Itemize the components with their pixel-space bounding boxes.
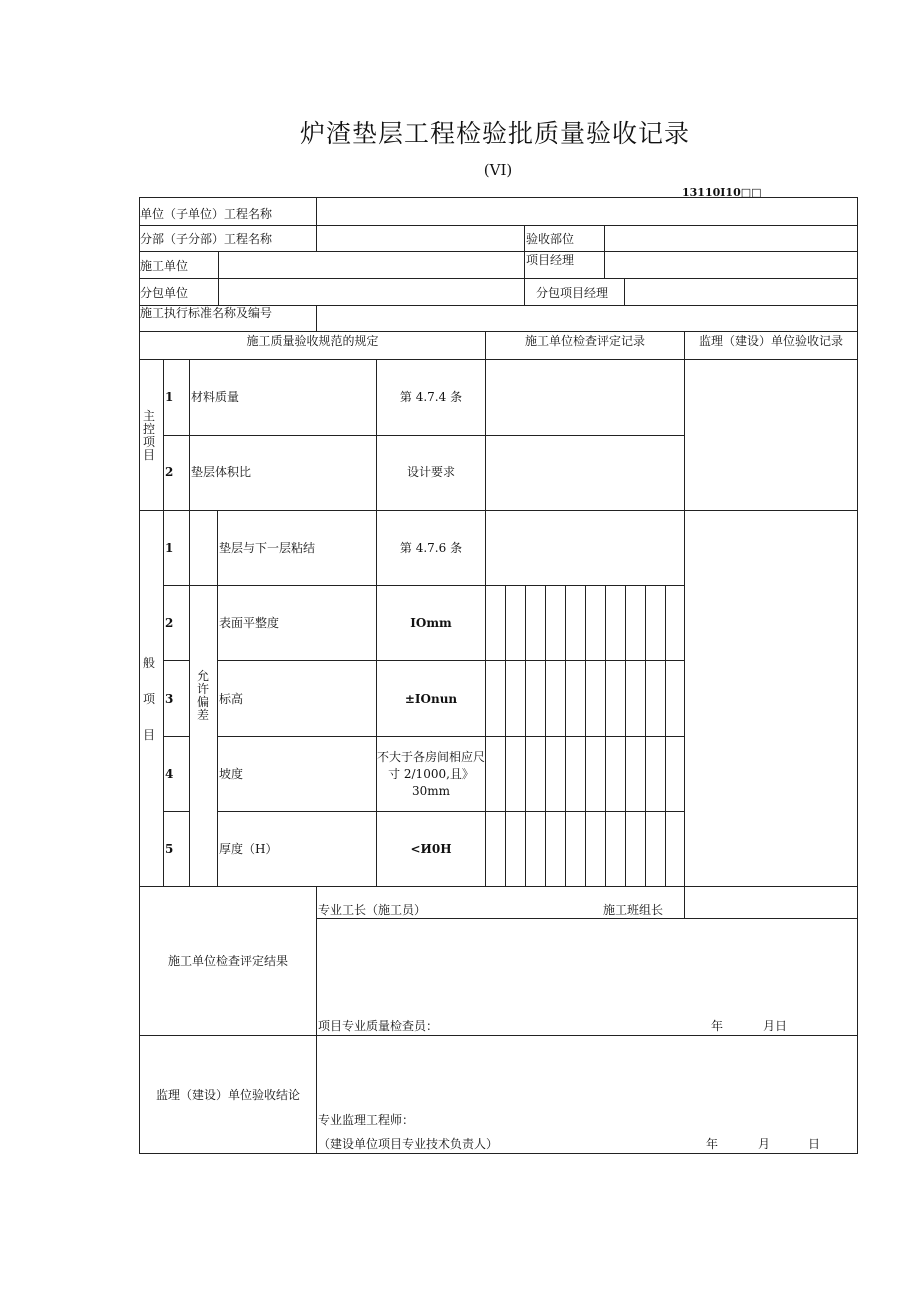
general-item-2-name: 表面平整度 (219, 616, 280, 630)
spec-column-header: 施工质量验收规范的规定 (246, 334, 379, 348)
general-item-4-no: 4 (165, 767, 174, 781)
general-item-4-name: 坡度 (219, 767, 244, 781)
supervision-column-header: 监理（建设）单位验收记录 (698, 334, 843, 348)
general-item-3-no: 3 (165, 692, 174, 706)
general-item-2-no: 2 (165, 616, 174, 630)
general-item-1-no: 1 (165, 541, 174, 555)
general-item-3-req: ±IOnun (404, 692, 458, 706)
page-title: 炉渣垫层工程检验批质量验收记录 (299, 119, 690, 148)
main-item-2-no: 2 (165, 465, 174, 479)
project-name-label: 单位（子单位）工程名称 (140, 207, 273, 221)
general-items-group-label: 般项目 (142, 656, 155, 742)
main-item-2-req: 设计要求 (406, 465, 455, 479)
subproject-label: 分部（子分部）工程名称 (140, 232, 273, 246)
general-item-5-no: 5 (165, 842, 174, 856)
subcontract-manager-label: 分包项目经理 (536, 286, 609, 300)
inspector-date-month-day: 月日 (763, 1019, 788, 1033)
form-code: 13110I10□□ (682, 186, 762, 199)
subcontract-unit-label: 分包单位 (140, 286, 189, 300)
main-items-group-label: 主控项目 (142, 409, 155, 462)
owner-rep-label: （建设单位项目专业技术负责人） (318, 1137, 499, 1151)
main-item-1-no: 1 (165, 390, 174, 404)
inspector-date-year: 年 (711, 1019, 724, 1033)
general-item-1-name: 垫层与下一层粘结 (219, 541, 316, 555)
general-item-5-req: <И0H (410, 842, 452, 856)
construction-result-label: 施工单位检查评定结果 (167, 954, 288, 968)
construction-unit-label: 施工单位 (140, 259, 189, 273)
main-item-2-name: 垫层体积比 (191, 465, 252, 479)
sign-year: 年 (706, 1137, 719, 1151)
acceptance-part-label: 验收部位 (526, 232, 575, 246)
team-leader-label: 施工班组长 (603, 903, 664, 917)
tolerance-label: 允许偏差 (196, 669, 209, 722)
general-item-5-name: 厚度（H） (219, 842, 278, 856)
page-subtitle: (VI) (483, 161, 513, 179)
sign-day: 日 (808, 1137, 821, 1151)
inspection-column-header: 施工单位检查评定记录 (524, 334, 645, 348)
main-item-1-name: 材料质量 (191, 390, 240, 404)
general-item-1-req: 第 4.7.6 条 (399, 541, 463, 555)
project-manager-label: 项目经理 (526, 253, 575, 267)
standard-label: 施工执行标准名称及编号 (140, 306, 273, 320)
inspector-label: 项目专业质量检查员： (318, 1019, 439, 1033)
foreman-label: 专业工长（施工员） (318, 903, 427, 917)
general-item-4-req: 不大于各房间相应尺寸 2/1000,且》30mm (377, 750, 486, 798)
sign-month: 月 (758, 1137, 771, 1151)
engineer-label: 专业监理工程师： (318, 1113, 415, 1127)
main-item-1-req: 第 4.7.4 条 (399, 390, 463, 404)
general-item-3-name: 标高 (219, 692, 244, 706)
supervision-result-label: 监理（建设）单位验收结论 (155, 1088, 300, 1102)
general-item-2-req: IOmm (410, 616, 452, 630)
